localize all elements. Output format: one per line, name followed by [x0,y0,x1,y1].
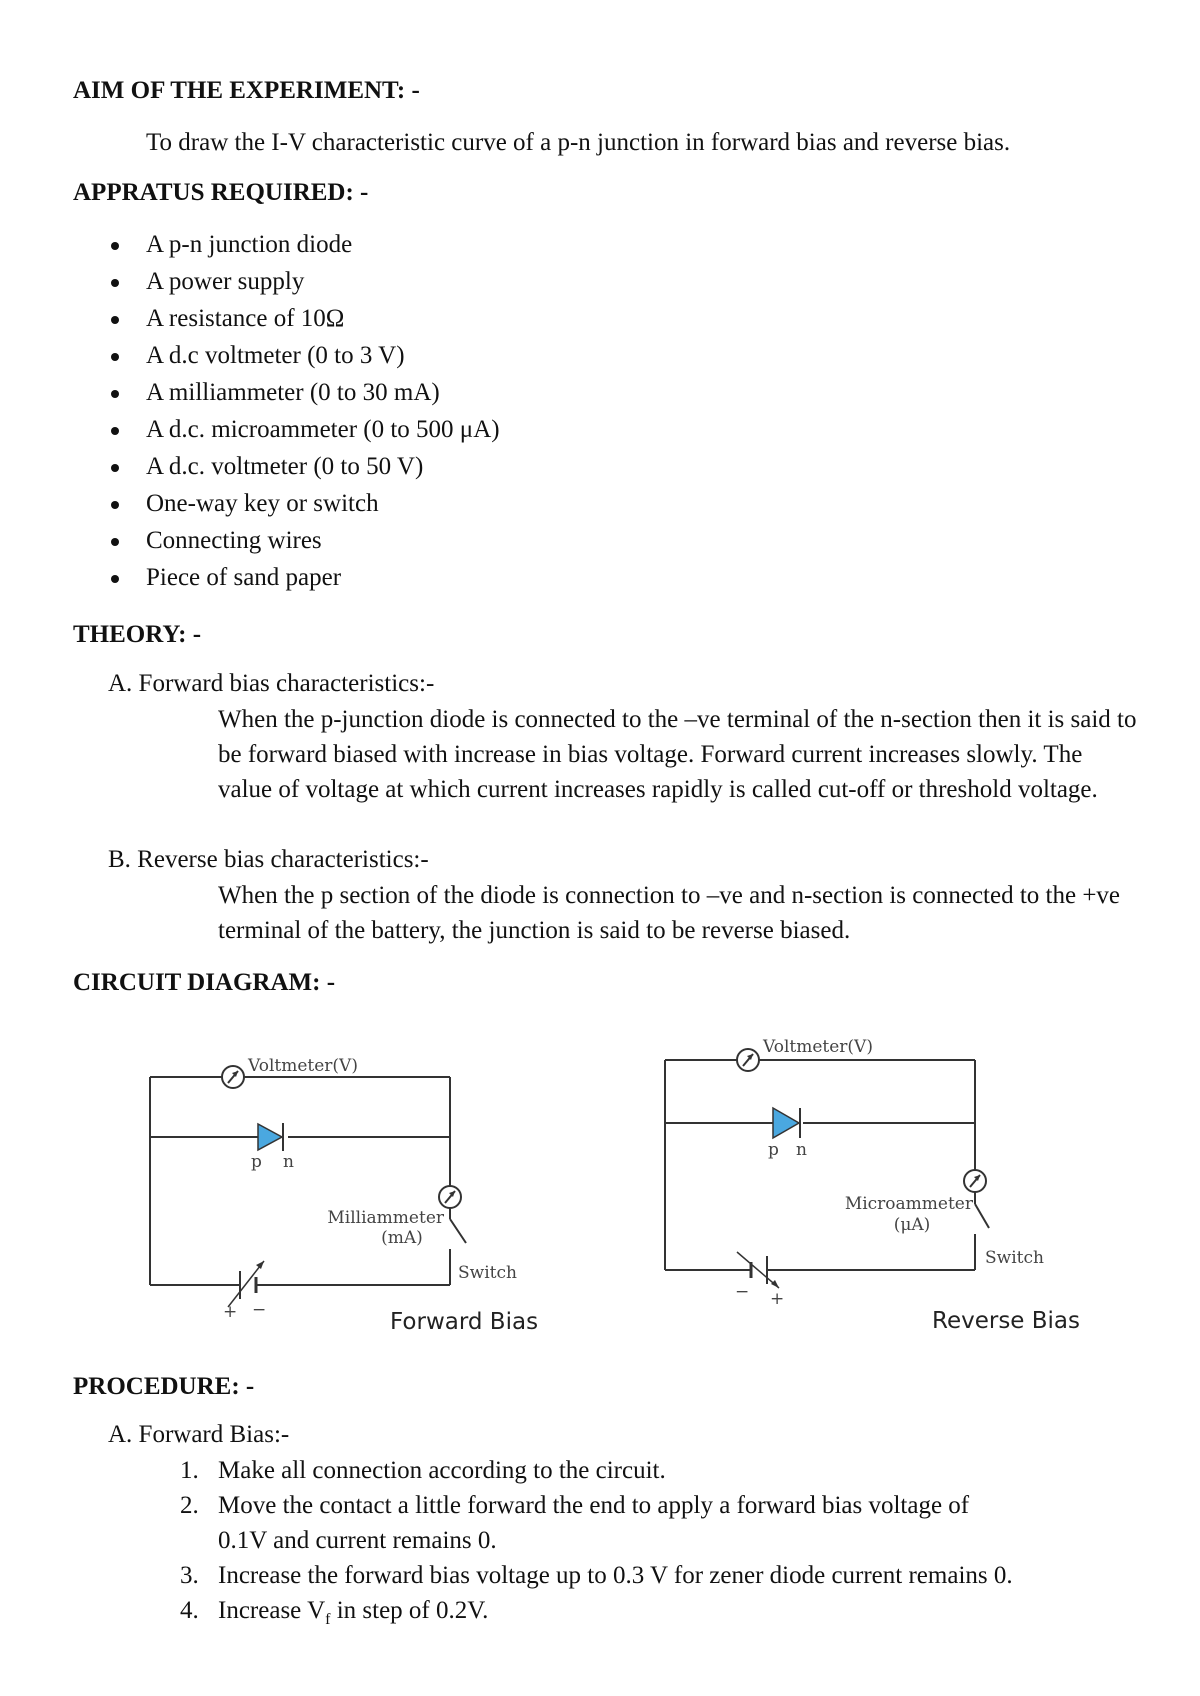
aim-text: To draw the I-V characteristic curve of a p-n junction in forward bias and reverse bias. [146,129,1011,156]
bullet-icon [111,575,119,583]
forward-bias-text: When the p-junction diode is connected to the –ve terminal of the n-section then it is said to be forward biased with increase in bias voltage. Forward current increases slowly. The value of voltage at which current increases rapidly is called cut-off or threshold voltage. [218,706,1137,803]
diode-icon [773,1108,800,1138]
list-item [73,302,500,339]
list-item-text: A milliammeter (0 to 30 mA) [146,379,440,406]
procedure-step [180,1593,488,1637]
forward-bias-caption: Forward Bias [390,1309,539,1335]
bullet-icon [111,316,119,324]
list-item [73,524,500,561]
list-item [73,450,500,487]
reverse-bias-circuit [655,1020,1095,1340]
list-item-text: One-way key or switch [146,490,379,517]
battery-plus: + [770,1289,785,1309]
step-text: Move the contact a little forward the end to apply a forward bias voltage of [218,1492,970,1519]
microammeter-unit: (μA) [893,1215,931,1235]
list-item-text: Connecting wires [146,527,322,554]
microammeter-icon [964,1170,986,1192]
list-item-text: Piece of sand paper [146,564,342,591]
voltmeter-icon [737,1049,759,1071]
apparatus-heading: APPRATUS REQUIRED: - [73,179,369,206]
n-label: n [796,1140,807,1160]
voltmeter-icon [222,1066,244,1088]
list-item [73,376,500,413]
reverse-bias-caption: Reverse Bias [932,1308,1081,1334]
theory-heading: THEORY: - [73,621,202,648]
forward-bias-label: A. Forward bias characteristics:- [108,670,435,697]
voltmeter-label: Voltmeter(V) [763,1037,873,1057]
procedure-heading: PROCEDURE: - [73,1373,255,1400]
bullet-icon [111,242,119,250]
step-number: 4. [180,1597,199,1624]
bullet-icon [111,464,119,472]
procedure-step [180,1453,666,1488]
list-item-text: A p-n junction diode [146,231,353,258]
step-text-tail: in step of 0.2V. [330,1597,489,1624]
list-item [73,487,500,524]
list-item [73,265,500,302]
switch-lever [450,1219,466,1243]
voltmeter-label: Voltmeter(V) [248,1056,358,1076]
forward-bias-circuit [140,1035,570,1340]
step-text: Make all connection according to the circuit. [218,1457,666,1484]
aim-heading: AIM OF THE EXPERIMENT: - [73,77,420,104]
bullet-icon [111,538,119,546]
step-number: 3. [180,1562,199,1589]
diode-icon [258,1123,283,1151]
bullet-icon [111,279,119,287]
p-label: p [768,1140,779,1160]
battery-minus: − [252,1300,267,1320]
apparatus-list [73,228,500,598]
step-number: 2. [180,1492,199,1519]
step-text-continued: 0.1V and current remains 0. [218,1527,497,1554]
microammeter-label: Microammeter [844,1194,973,1214]
milliammeter-label: Milliammeter [327,1208,444,1228]
list-item-text: A d.c voltmeter (0 to 3 V) [146,342,405,369]
battery-plus: + [223,1302,238,1322]
step-text: Increase V [218,1597,326,1624]
procedure-step [180,1488,969,1558]
list-item [73,228,500,265]
bullet-icon [111,427,119,435]
p-label: p [251,1152,262,1172]
n-label: n [283,1152,294,1172]
milliammeter-unit: (mA) [381,1228,423,1248]
bullet-icon [111,390,119,398]
step-number: 1. [180,1457,199,1484]
list-item-text: A power supply [146,268,305,295]
list-item-text: A d.c. microammeter (0 to 500 μA) [146,416,500,443]
bullet-icon [111,501,119,509]
switch-label: Switch [985,1248,1044,1268]
procedure-forward-label: A. Forward Bias:- [108,1421,290,1448]
list-item-text: A d.c. voltmeter (0 to 50 V) [146,453,424,480]
bullet-icon [111,353,119,361]
step-text: Increase the forward bias voltage up to 0.3 V for zener diode current remains 0. [218,1562,1013,1589]
list-item [73,339,500,376]
switch-lever [975,1204,989,1228]
battery-minus: − [735,1282,750,1302]
list-item-text: A resistance of 10Ω [146,305,345,332]
circuit-heading: CIRCUIT DIAGRAM: - [73,969,336,996]
procedure-step [180,1558,1013,1593]
list-item [73,413,500,450]
reverse-bias-label: B. Reverse bias characteristics:- [108,846,429,873]
switch-label: Switch [458,1263,517,1283]
milliammeter-icon [439,1186,461,1208]
reverse-bias-text: When the p section of the diode is connection to –ve and n-section is connected to the +ve terminal of the battery, the junction is said to be reverse biased. [218,882,1121,944]
list-item [73,561,500,598]
step-subscript: f [325,1611,331,1628]
